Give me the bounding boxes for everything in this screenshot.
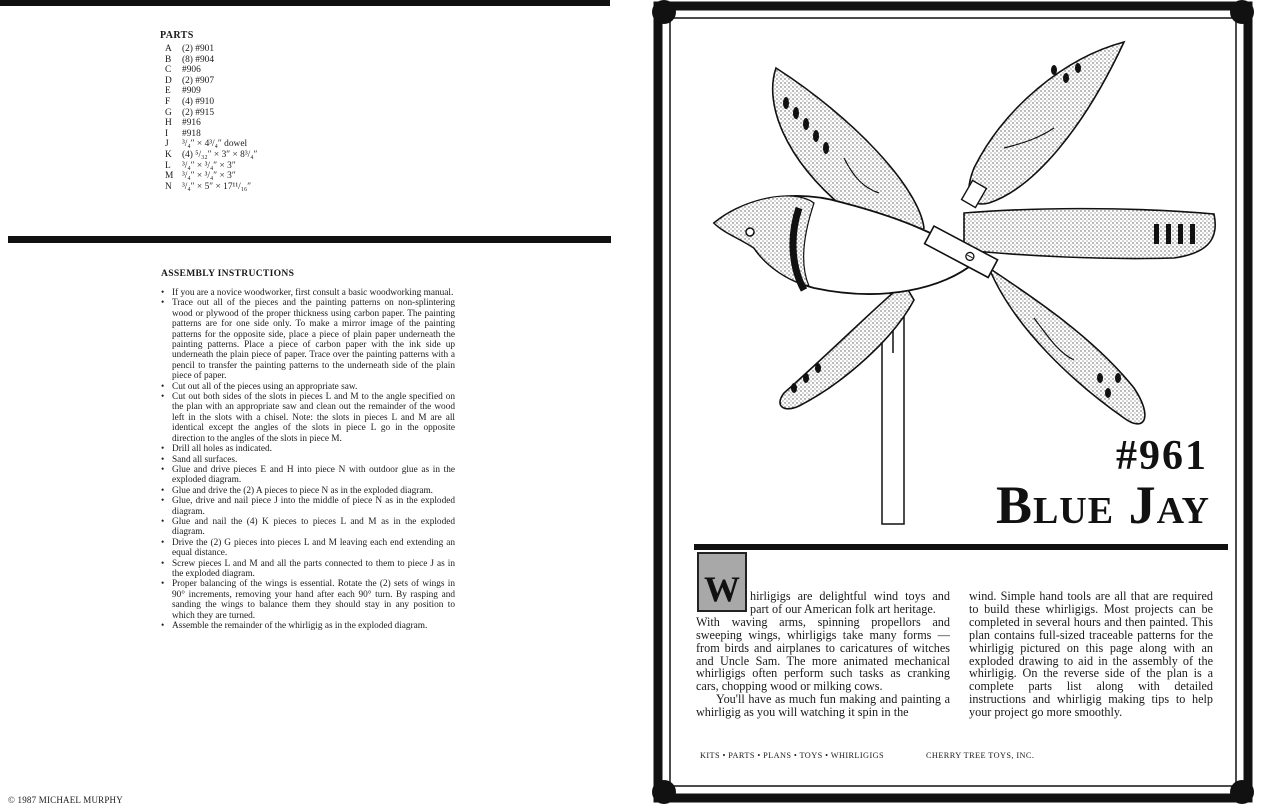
copyright-notice: © 1987 MICHAEL MURPHY (8, 795, 123, 805)
part-item: K (4) ⁵/₃₂″ × 3″ × 8³/₄″ (165, 149, 258, 160)
assembly-step: • If you are a novice woodworker, first consult a basic woodworking manual. (161, 288, 455, 298)
parts-list (160, 44, 257, 192)
assembly-step: • Trace out all of the pieces and the painting patterns on non-splintering wood or plywood of the proper thickness using carbon paper. The painting patterns are for one side only. To make a mirror image of the painting patterns for the opposite side, place a piece of plain paper underneath the painting patterns. Place a piece of carbon paper with the ink side up underneath the plain piece of paper. Trace over the painting patterns with a pencil to transfer the painting patterns to the underneath side of the plain piece of paper. (161, 298, 455, 381)
assembly-step: • Assemble the remainder of the whirligig as in the exploded diagram. (161, 621, 455, 631)
intro-lead: hirligigs are delightful wind toys and part of our American folk art heritage. (750, 589, 950, 616)
assembly-steps (161, 288, 455, 631)
intro-paragraph-2: You'll have as much fun making and painting a whirligig as you will watching it spin in the (696, 692, 950, 720)
cover-rule (694, 544, 1228, 550)
part-item: B (8) #904 (165, 54, 215, 65)
assembly-step: • Sand all surfaces. (161, 455, 455, 465)
assembly-step: • Glue, drive and nail piece J into the middle of piece N as in the exploded diagram. (161, 496, 455, 517)
part-item: L ³/₄″ × ³/₄″ × 3″ (165, 160, 236, 171)
bird-eye (746, 228, 754, 236)
parts-title: PARTS (160, 30, 194, 41)
drop-cap-letter: W (704, 569, 740, 609)
part-item: C #906 (165, 65, 201, 76)
intro-column-1 (696, 590, 950, 719)
part-item: A (2) #901 (165, 44, 215, 54)
part-item: J ³/₄″ × 4³/₄″ dowel (165, 139, 248, 150)
assembly-step: • Glue and drive the (2) A pieces to piece N as in the exploded diagram. (161, 486, 455, 496)
assembly-step: • Glue and nail the (4) K pieces to pieces L and M as in the exploded diagram. (161, 517, 455, 538)
model-number: #961 (1116, 433, 1208, 479)
cover-page (652, 0, 1272, 806)
footer-tagline: KITS • PARTS • PLANS • TOYS • WHIRLIGIGS (700, 751, 885, 760)
part-item: E #909 (165, 86, 201, 97)
lower-right-wing (989, 268, 1145, 424)
assembly-step: • Cut out both sides of the slots in pieces L and M to the angle specified on the plan with an appropriate saw and clean out the remainder of the wood left in the slots with a chisel. Note: the slots in pieces L and M are all identical except the angles of the slots in piece L go in the opposite direction to the angles of the slots in piece M. (161, 392, 455, 444)
assembly-step: • Cut out all of the pieces using an appropriate saw. (161, 382, 455, 392)
part-item: F (4) #910 (165, 96, 215, 107)
assembly-section (161, 268, 455, 631)
assembly-step: • Drive the (2) G pieces into pieces L and M leaving each end extending an equal distance. (161, 538, 455, 559)
tail-wing (964, 209, 1215, 259)
upper-right-wing (969, 42, 1124, 204)
intro-column-2 (969, 590, 1213, 719)
model-name: Blue Jay (995, 475, 1210, 535)
assembly-step: • Proper balancing of the wings is essential. Rotate the (2) sets of wings in 90° increments, removing your hand after each 90° turn. By rasping and sanding the wings to balance them they should stay in any position to which they are turned. (161, 579, 455, 621)
part-item: H #916 (165, 118, 201, 129)
intro-continuation: wind. Simple hand tools are all that are required to build these whirligigs. Most projects can be completed in several hours and then painted. This plan contains full-sized traceable patterns for the whirligig pictured on this page along with an exploded drawing to aid in the assembly of the whirligig. On the reverse side of the plan is a complete parts list along with detailed instructions and whirligig making tips to help your project go more smoothly. (969, 589, 1213, 720)
part-item: N ³/₄″ × 5″ × 17¹¹/₁₆″ (165, 181, 252, 192)
assembly-step: • Glue and drive pieces E and H into piece N with outdoor glue as in the exploded diagram. (161, 465, 455, 486)
section-rule (8, 236, 611, 243)
assembly-title: ASSEMBLY INSTRUCTIONS (161, 268, 295, 279)
part-item: D (2) #907 (165, 75, 215, 86)
part-item: G (2) #915 (165, 107, 215, 118)
intro-body: With waving arms, spinning propellors and sweeping wings, whirligigs take many forms — from birds and airplanes to caricatures of witches and Uncle Sam. The more animated mechanical whirligigs often perform such tasks as cranking cars, chopping wood or milking cows. (696, 614, 950, 694)
parts-section (160, 30, 257, 192)
assembly-step: • Drill all holes as indicated. (161, 444, 455, 454)
assembly-step: • Screw pieces L and M and all the parts connected to them to piece J as in the exploded diagram. (161, 559, 455, 580)
part-item: M ³/₄″ × ³/₄″ × 3″ (165, 171, 236, 182)
part-item: I #918 (165, 128, 201, 139)
footer-company: CHERRY TREE TOYS, INC. (926, 751, 1035, 760)
top-rule (0, 0, 610, 6)
